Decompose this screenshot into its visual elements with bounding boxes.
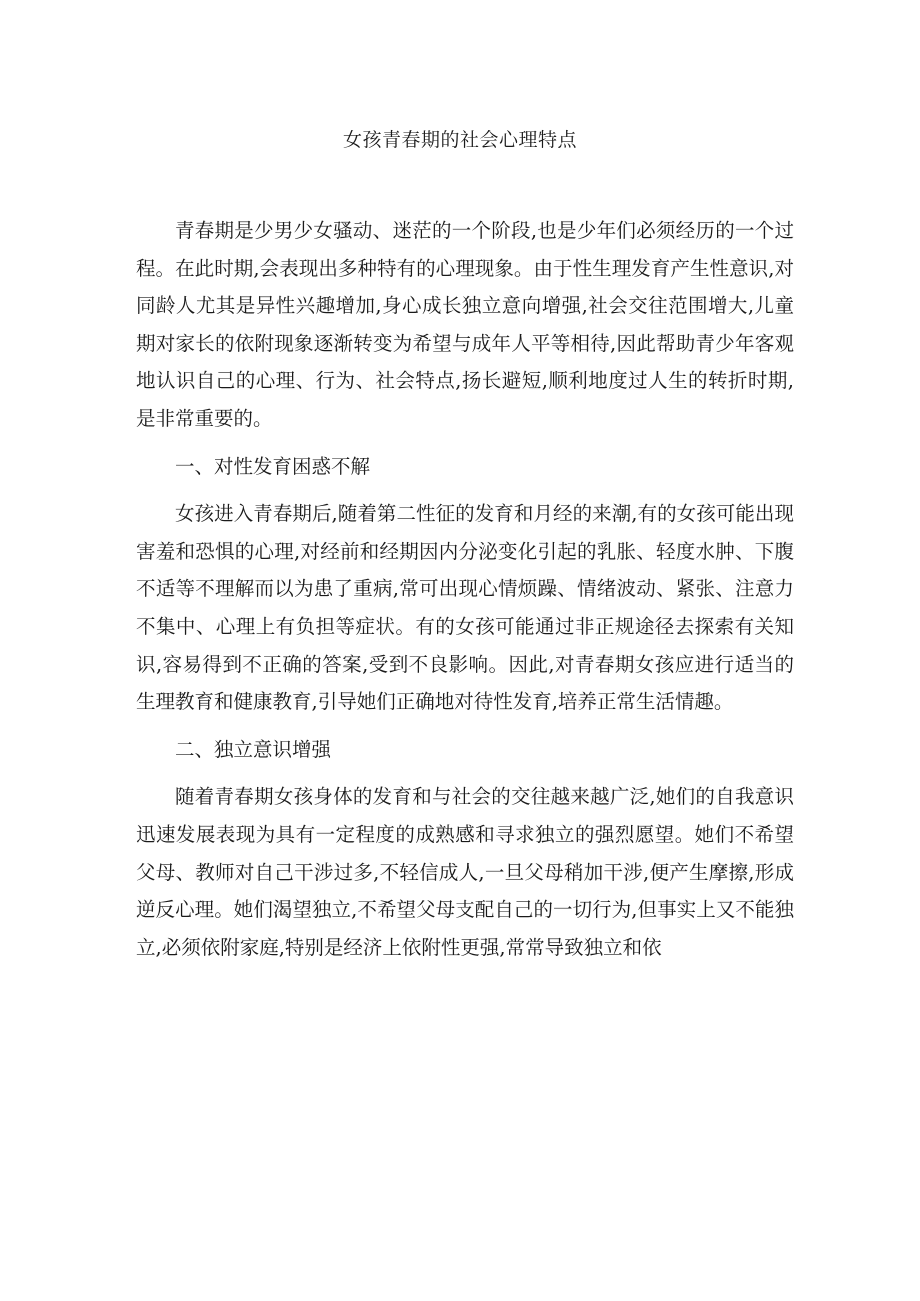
section-heading-2: 二、独立意识增强: [175, 737, 332, 761]
section-1-paragraph: 女孩进入青春期后,随着第二性征的发育和月经的来潮,有的女孩可能出现害羞和恐惧的心理,对经前和经期因内分泌变化引起的乳胀、轻度水肿、下腹不适等不理解而以为患了重病,常可出现心情烦躁、情绪波动、紧张、注意力不集中、心理上有负担等症状。有的女孩可能通过非正规途径去探索有关知识,容易得到不正确的答案,受到不良影响。因此,对青春期女孩应进行适当的生理教育和健康教育,引导她们正确地对待性发育,培养正常生活情趣。: [136, 502, 794, 714]
section-heading-1: 一、对性发育困惑不解: [175, 454, 371, 478]
intro-paragraph: 青春期是少男少女骚动、迷茫的一个阶段,也是少年们必须经历的一个过程。在此时期,会表现出多种特有的心理现象。由于性生理发育产生性意识,对同龄人尤其是异性兴趣增加,身心成长独立意向增强,社会交往范围增大,儿童期对家长的依附现象逐渐转变为希望与成年人平等相待,因此帮助青少年客观地认识自己的心理、行为、社会特点,扬长避短,顺利地度过人生的转折时期,是非常重要的。: [136, 219, 794, 430]
document-title: 女孩青春期的社会心理特点: [342, 129, 577, 151]
document-body: [136, 212, 794, 966]
section-2-paragraph: 随着青春期女孩身体的发育和与社会的交往越来越广泛,她们的自我意识迅速发展表现为具有一定程度的成熟感和寻求独立的强烈愿望。她们不希望父母、教师对自己干涉过多,不轻信成人,一旦父母稍加干涉,便产生摩擦,形成逆反心理。她们渴望独立,不希望父母支配自己的一切行为,但事实上又不能独立,必须依附家庭,特别是经济上依附性更强,常常导致独立和依: [136, 785, 794, 959]
